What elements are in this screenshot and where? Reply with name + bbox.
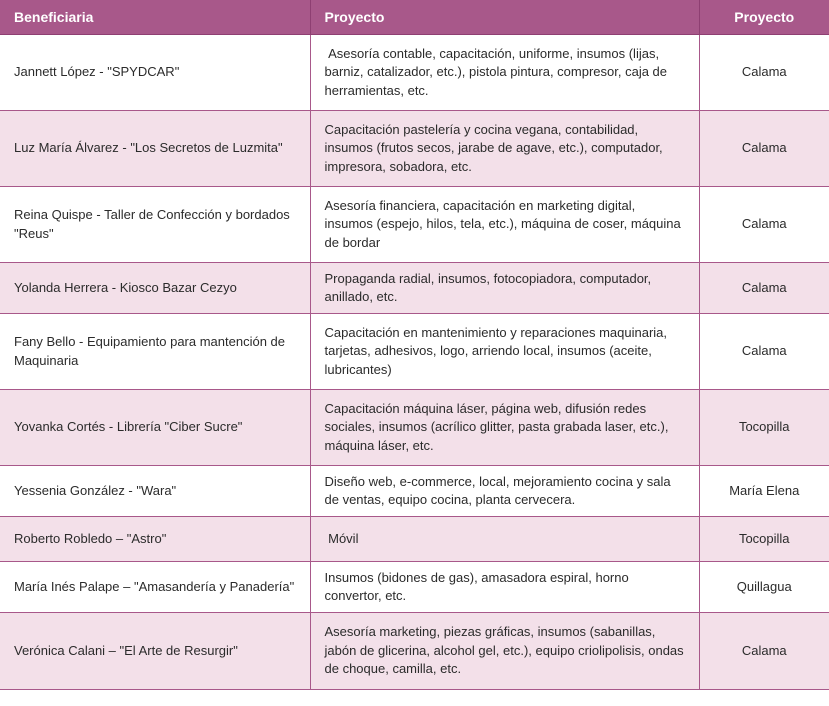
table-row [0, 517, 829, 562]
table-row [0, 263, 829, 314]
header-proyecto: Proyecto [310, 0, 699, 35]
proyecto-cell: Capacitación en mantenimiento y reparaciones maquinaria, tarjetas, adhesivos, logo, arriendo local, insumos (aceite, lubricantes) [310, 314, 699, 390]
beneficiaria-cell: Roberto Robledo – "Astro" [0, 517, 310, 562]
proyecto-cell: Asesoría contable, capacitación, uniforme, insumos (lijas, barniz, catalizador, etc.), pistola pintura, compresor, caja de herramientas, etc. [310, 35, 699, 111]
table-row [0, 314, 829, 390]
table-header-row [0, 0, 829, 35]
beneficiaria-cell: María Inés Palape – "Amasandería y Panadería" [0, 562, 310, 613]
table-row [0, 390, 829, 466]
proyecto-cell: Propaganda radial, insumos, fotocopiadora, computador, anillado, etc. [310, 263, 699, 314]
beneficiaria-cell: Verónica Calani – "El Arte de Resurgir" [0, 613, 310, 690]
lugar-cell: María Elena [699, 466, 829, 517]
table-row [0, 187, 829, 263]
lugar-cell: Calama [699, 314, 829, 390]
header-beneficiaria: Beneficiaria [0, 0, 310, 35]
lugar-cell: Calama [699, 111, 829, 187]
proyecto-cell: Asesoría financiera, capacitación en marketing digital, insumos (espejo, hilos, tela, etc.), máquina de coser, máquina de bordar [310, 187, 699, 263]
beneficiaria-cell: Yessenia González - "Wara" [0, 466, 310, 517]
header-lugar: Proyecto [699, 0, 829, 35]
proyecto-cell: Insumos (bidones de gas), amasadora espiral, horno convertor, etc. [310, 562, 699, 613]
lugar-cell: Tocopilla [699, 390, 829, 466]
beneficiaria-cell: Luz María Álvarez - "Los Secretos de Luzmita" [0, 111, 310, 187]
lugar-cell: Calama [699, 613, 829, 690]
lugar-cell: Quillagua [699, 562, 829, 613]
proyecto-cell: Capacitación máquina láser, página web, difusión redes sociales, insumos (acrílico glitter, pasta grabada laser, etc.), máquina láser, etc. [310, 390, 699, 466]
proyecto-cell: Móvil [310, 517, 699, 562]
beneficiaria-cell: Reina Quispe - Taller de Confección y bordados "Reus" [0, 187, 310, 263]
table-row [0, 111, 829, 187]
proyecto-cell: Asesoría marketing, piezas gráficas, insumos (sabanillas, jabón de glicerina, alcohol gel, etc.), equipo criolipolisis, ondas de choque, camilla, etc. [310, 613, 699, 690]
table-row [0, 466, 829, 517]
lugar-cell: Calama [699, 187, 829, 263]
beneficiaria-cell: Fany Bello - Equipamiento para mantención de Maquinaria [0, 314, 310, 390]
lugar-cell: Calama [699, 263, 829, 314]
beneficiaria-cell: Yovanka Cortés - Librería "Ciber Sucre" [0, 390, 310, 466]
lugar-cell: Calama [699, 35, 829, 111]
table-row [0, 613, 829, 690]
beneficiaria-cell: Yolanda Herrera - Kiosco Bazar Cezyo [0, 263, 310, 314]
table-row [0, 562, 829, 613]
table-row [0, 35, 829, 111]
beneficiaria-cell: Jannett López - "SPYDCAR" [0, 35, 310, 111]
proyecto-cell: Capacitación pastelería y cocina vegana, contabilidad, insumos (frutos secos, jarabe de agave, etc.), computador, impresora, sobadora, etc. [310, 111, 699, 187]
proyecto-cell: Diseño web, e-commerce, local, mejoramiento cocina y sala de ventas, equipo cocina, planta cervecera. [310, 466, 699, 517]
lugar-cell: Tocopilla [699, 517, 829, 562]
